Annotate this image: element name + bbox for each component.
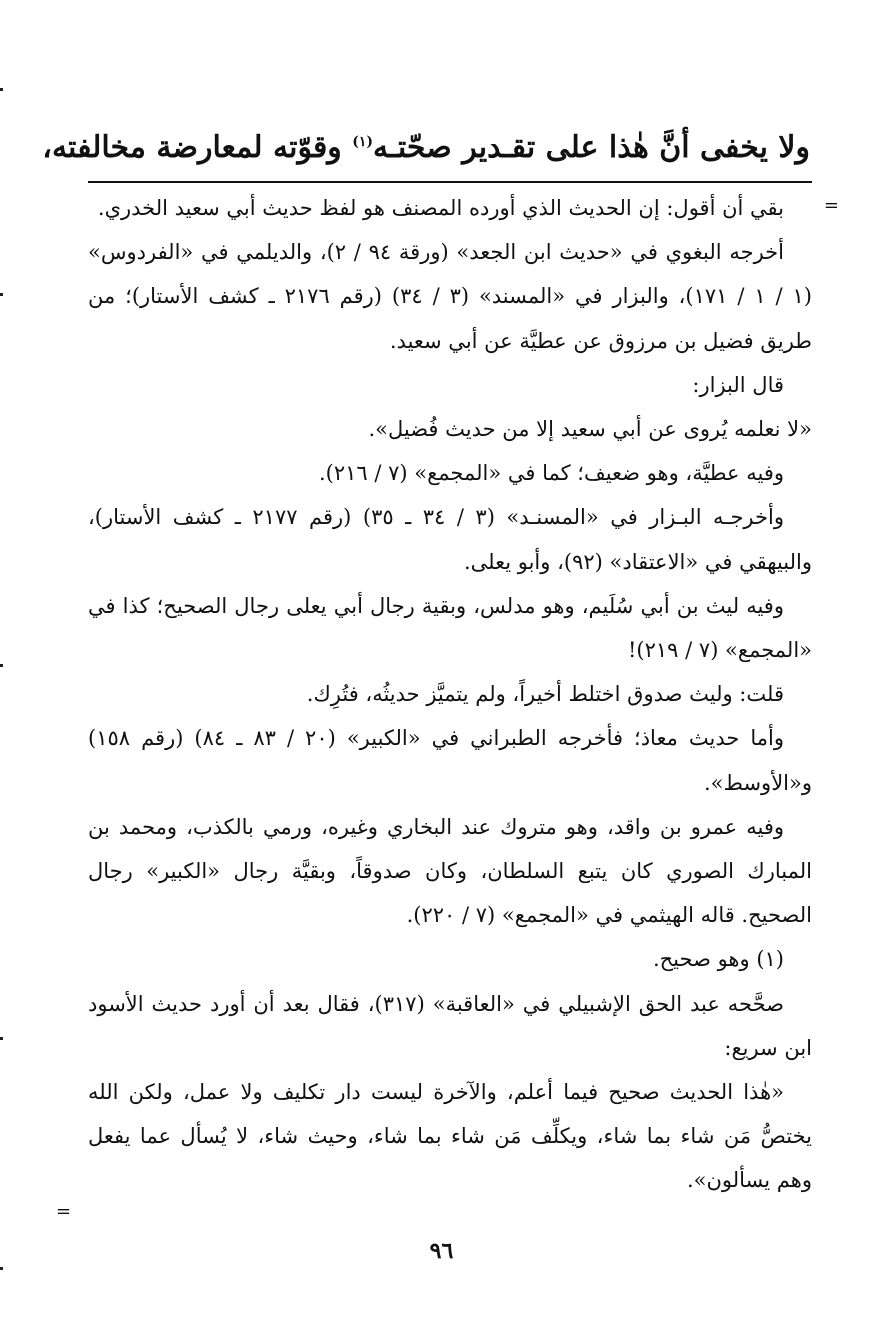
footnote-paragraph: وأخرجـه البـزار في «المسنـد» (٣ / ٣٤ ـ ٣٥) (رقم ٢١٧٧ ـ كشف الأستار)، والبيهقي في «الاعتقاد» (٩٢)، وأبو يعلى. [88,505,812,574]
main-text-line [42,104,810,186]
scan-edge-mark [0,664,3,667]
footnote-paragraph: قال البزار: [692,372,784,397]
scan-edge-mark [0,293,3,296]
scan-edge-mark [0,1037,3,1040]
footnote-paragraph: بقي أن أقول: إن الحديث الذي أورده المصنف هو لفظ حديث أبي سعيد الخدري. [97,196,784,220]
continuation-mark-bottom: = [56,1201,72,1222]
footnote-paragraph: وفيه عمرو بن واقد، وهو متروك عند البخاري وغيره، ورمي بالكذب، ومحمد بن المبارك الصوري كان يتبع السلطان، وكان صدوقاً، وبقيَّة رجال «الكبير» رجال الصحيح. قاله الهيثمي في «المجمع» (٧ / ٢٢٠). [88,814,812,928]
footnote-paragraph: وفيه عطيَّة، وهو ضعيف؛ كما في «المجمع» (٧ / ٢١٦). [318,461,784,486]
footnote-quote: «لا نعلمه يُروى عن أبي سعيد إلا من حديث فُضيل». [368,417,812,442]
footnote-marker: (١) [352,134,373,150]
footnote-paragraph: قلت: وليث صدوق اختلط أخيراً، ولم يتميَّز حديثُه، فتُرِك. [306,682,784,707]
nested-footnote-quote: «هٰذا الحديث صحيح فيما أعلم، والآخرة ليست دار تكليف ولا عمل، ولكن الله يختصُّ مَن شاء بما شاء، ويكلِّف مَن شاء بما شاء، وحيث شاء، لا يُسأل عما يفعل وهم يسألون». [88,1080,812,1193]
footnotes-block [88,186,812,1203]
scan-edge-mark [0,88,3,91]
footnote-separator-rule [88,181,812,183]
main-text: ولا يخفى أنَّ هٰذا على تقـدير صحّتـه [373,130,810,165]
footnote-paragraph: وفيه ليث بن أبي سُلَيم، وهو مدلس، وبقية رجال أبي يعلى رجال الصحيح؛ كذا في «المجمع» (٧ / ٢١٩)! [88,593,812,663]
main-text-end: وقوّته لمعارضة مخالفته، [42,130,353,165]
page-number: ٩٦ [429,1238,454,1264]
nested-footnote-paragraph: صحَّحه عبد الحق الإشبيلي في «العاقبة» (٣١٧)، فقال بعد أن أورد حديث الأسود ابن سريع: [88,991,812,1060]
nested-footnote: (١) وهو صحيح. [652,947,784,972]
footnote-paragraph: أخرجه البغوي في «حديث ابن الجعد» (ورقة ٩٤ / ٢)، والديلمي في «الفردوس» (١ / ١ / ١٧١)، والبزار في «المسند» (٣ / ٣٤) (رقم ٢١٧٦ ـ كشف الأستار)؛ من طريق فضيل بن مرزوق عن عطيَّة عن أبي سعيد. [88,240,812,353]
continuation-mark-top: = [823,195,839,216]
footnote-paragraph: وأما حديث معاذ؛ فأخرجه الطبراني في «الكبير» (٢٠ / ٨٣ ـ ٨٤) (رقم ١٥٨) و«الأوسط». [88,726,812,795]
scan-edge-mark [0,1267,3,1270]
